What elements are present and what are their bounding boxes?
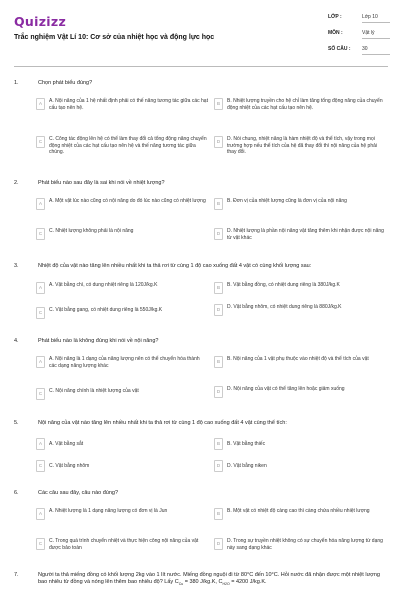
- option-letter-box: C: [36, 538, 45, 550]
- option-a[interactable]: [36, 438, 208, 450]
- option-letter-box: A: [36, 282, 45, 294]
- meta-value: 30: [362, 46, 390, 55]
- question-text: Nhiệt độ của vật nào tăng lên nhiều nhất khi ta thả rơi từ cùng 1 độ cao xuống đất 4 vật có cùng khối lượng sau:: [38, 263, 312, 269]
- option-text: B. Vật bằng đồng, có nhiệt dung riêng là 380J/kg.K: [227, 282, 340, 288]
- option-d[interactable]: [214, 538, 386, 551]
- question-number: 7.: [14, 572, 19, 578]
- option-letter-box: B: [214, 198, 223, 210]
- option-text: A. Nhiệt lượng là 1 dạng năng lượng có đơn vị là Jun: [49, 508, 168, 514]
- option-text: C. Công tác động lên hệ có thể làm thay đổi cả tổng động năng chuyển động nhiệt của các hạt cấu tạo nên hệ và thế năng tương tác giữa chúng.: [49, 136, 207, 155]
- option-letter-box: A: [36, 508, 45, 520]
- option-b[interactable]: [214, 98, 386, 111]
- question-text: Phát biểu nào sau đây là sai khi nói về nhiệt lượng?: [38, 180, 165, 186]
- question-number: 2.: [14, 180, 19, 186]
- question-number: 1.: [14, 80, 19, 86]
- option-text: A. Vật bằng sắt: [49, 441, 84, 447]
- question-text-part: = 380 J/kg.K, C: [183, 579, 223, 585]
- meta-row-subject: [328, 30, 390, 46]
- option-text: C. Vật bằng gang, có nhiệt dung riêng là 550J/kg.K: [49, 307, 163, 313]
- option-text: A. Một vật lúc nào cũng có nội năng do đó lúc nào cũng có nhiệt lượng: [49, 198, 206, 204]
- subscript-h2o: H2O: [222, 582, 230, 587]
- question-text: Chọn phát biểu đúng?: [38, 80, 93, 86]
- option-letter-box: C: [36, 228, 45, 240]
- meta-row-count: [328, 46, 390, 62]
- question-number: 4.: [14, 338, 19, 344]
- option-text: C. Nhiệt lượng không phải là nội năng: [49, 228, 134, 234]
- subscript-cu: Cu: [178, 582, 184, 587]
- option-letter-box: C: [36, 136, 45, 148]
- option-letter-box: A: [36, 98, 45, 110]
- option-letter-box: C: [36, 388, 45, 400]
- option-letter-box: C: [36, 307, 45, 319]
- option-text: A. Vật bằng chì, có dung nhiệt riêng là 120J/kg.K: [49, 282, 158, 288]
- option-c[interactable]: [36, 228, 208, 240]
- option-letter-box: A: [36, 198, 45, 210]
- option-c[interactable]: [36, 460, 208, 472]
- option-text: A. Nội năng là 1 dạng của năng lượng nên có thể chuyển hóa thành các dạng năng lượng khác: [49, 356, 200, 369]
- option-b[interactable]: [214, 356, 386, 368]
- option-text: C. Trong quá trình chuyển nhiệt và thực hiện công nội năng của vật được bảo toàn: [49, 538, 199, 551]
- question-3: [14, 263, 386, 270]
- option-letter-box: A: [36, 356, 45, 368]
- meta-label: LỚP :: [328, 14, 342, 20]
- option-text: B. Đơn vị của nhiệt lượng cũng là đơn vị của nội năng: [227, 198, 347, 204]
- option-letter-box: D: [214, 538, 223, 550]
- meta-label: MÔN :: [328, 30, 343, 36]
- meta-value: Vật lý: [362, 30, 390, 39]
- option-a[interactable]: [36, 282, 208, 294]
- option-letter-box: B: [214, 508, 223, 520]
- option-d[interactable]: [214, 386, 386, 398]
- option-text: D. Trong sự truyền nhiệt không có sự chuyển hóa năng lượng từ dạng này sang dạng khác: [227, 538, 383, 551]
- option-a[interactable]: [36, 98, 208, 111]
- option-text: D. Vật bằng nhôm, có nhiệt dung riêng là 880J/kg.K: [227, 304, 342, 310]
- option-text: C. Vật bằng nhôm: [49, 463, 90, 469]
- question-7: [14, 572, 386, 588]
- option-letter-box: B: [214, 438, 223, 450]
- quizizz-logo: Quizizz: [14, 14, 67, 29]
- option-text: D. Nói chung, nhiệt năng là hàm nhiệt độ và thể tích, vậy trong mọi trường hợp nếu thể tích của hệ đã thay đổi thì nội năng của hệ phải thay đổi.: [227, 136, 378, 155]
- question-number: 6.: [14, 490, 19, 496]
- question-2: [14, 180, 386, 187]
- option-c[interactable]: [36, 307, 208, 319]
- option-c[interactable]: [36, 136, 208, 156]
- option-d[interactable]: [214, 304, 386, 316]
- option-letter-box: B: [214, 356, 223, 368]
- meta-row-class: [328, 14, 390, 30]
- question-number: 3.: [14, 263, 19, 269]
- option-text: B. Nội năng của 1 vật phụ thuộc vào nhiệt độ và thể tích của vật: [227, 356, 369, 362]
- question-text: [38, 572, 386, 588]
- option-a[interactable]: [36, 356, 208, 369]
- option-letter-box: D: [214, 304, 223, 316]
- option-letter-box: D: [214, 228, 223, 240]
- option-c[interactable]: [36, 538, 208, 551]
- option-d[interactable]: [214, 228, 386, 241]
- option-letter-box: C: [36, 460, 45, 472]
- option-letter-box: D: [214, 460, 223, 472]
- option-text: D. Vật bằng niken: [227, 463, 267, 469]
- option-c[interactable]: [36, 388, 208, 400]
- option-d[interactable]: [214, 460, 386, 472]
- question-text: Phát biểu nào là không đúng khi nói về nội năng?: [38, 338, 159, 344]
- question-1: [14, 80, 386, 87]
- question-text: Các câu sau đây, câu nào đúng?: [38, 490, 119, 496]
- option-a[interactable]: [36, 198, 208, 210]
- option-b[interactable]: [214, 508, 386, 520]
- option-a[interactable]: [36, 508, 208, 520]
- option-text: C. Nội năng chính là nhiệt lượng của vật: [49, 388, 139, 394]
- option-text: A. Nội năng của 1 hệ nhất định phải có thế năng tương tác giữa các hạt cấu tạo nên hệ.: [49, 98, 208, 111]
- page-title: Trắc nghiệm Vật Lí 10: Cơ sở của nhiệt học và động lực học: [14, 34, 215, 41]
- option-letter-box: D: [214, 386, 223, 398]
- question-6: [14, 490, 386, 497]
- option-text: B. Nhiệt lượng truyền cho hệ chỉ làm tăng tổng động năng của chuyển động nhiệt của các hạt cấu tạo nên hệ.: [227, 98, 383, 111]
- meta-label: SỐ CÂU :: [328, 46, 351, 52]
- option-b[interactable]: [214, 438, 386, 450]
- option-text: D. Nội năng của vật có thể tăng lên hoặc giảm xuống: [227, 386, 345, 392]
- header-divider: [14, 66, 388, 67]
- option-d[interactable]: [214, 136, 386, 156]
- meta-panel: [328, 14, 390, 62]
- question-text-part: Người ta thả miếng đồng có khối lượng 2kg vào 1 lít nước. Miếng đồng nguội đi từ 80°C đến 10°C. Hỏi nước đã nhận được một nhiệt lượng bao nhiêu từ đồng và nóng lên thêm bao nhiêu độ? Lấy C: [38, 572, 380, 585]
- option-letter-box: A: [36, 438, 45, 450]
- question-4: [14, 338, 386, 345]
- option-text: D. Nhiệt lượng là phần nội năng vật tăng thêm khi nhận được nội năng từ vật khác: [227, 228, 384, 241]
- question-5: [14, 420, 386, 427]
- meta-value: Lớp 10: [362, 14, 390, 23]
- question-text-part: = 4200 J/kg.K.: [229, 579, 267, 585]
- option-b[interactable]: [214, 282, 386, 294]
- question-number: 5.: [14, 420, 19, 426]
- option-letter-box: B: [214, 282, 223, 294]
- option-text: B. Một vật có nhiệt độ càng cao thì càng chứa nhiều nhiệt lượng: [227, 508, 370, 514]
- question-text: Nội năng của vật nào tăng lên nhiều nhất khi ta thả rơi từ cùng 1 độ cao xuống đất 4 vật cùng thể tích:: [38, 420, 287, 426]
- option-text: B. Vật bằng thiếc: [227, 441, 266, 447]
- option-letter-box: B: [214, 98, 223, 110]
- option-b[interactable]: [214, 198, 386, 210]
- option-letter-box: D: [214, 136, 223, 148]
